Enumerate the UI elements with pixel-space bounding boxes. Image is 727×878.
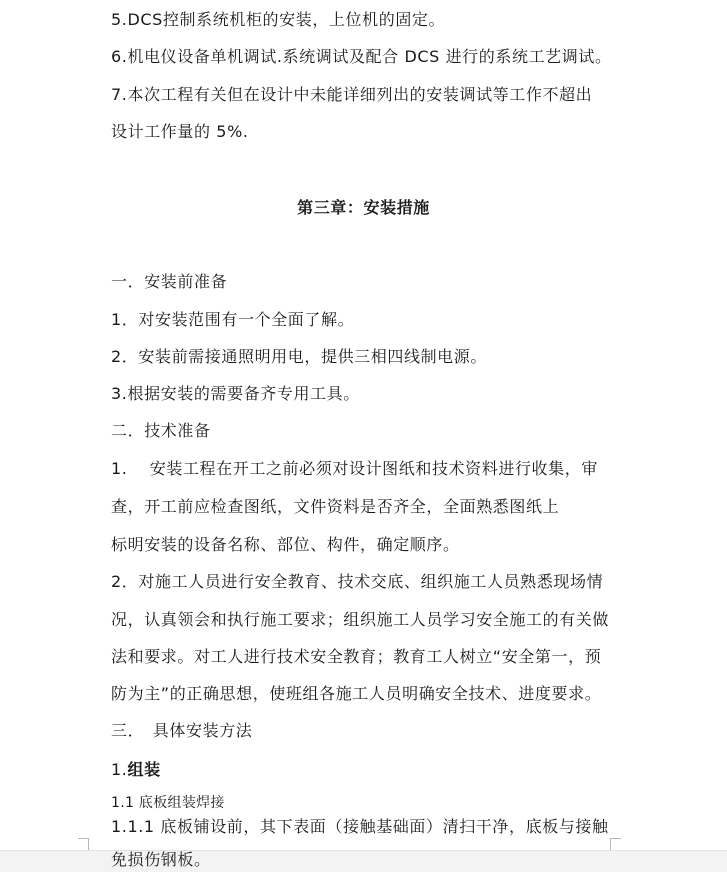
crop-mark-next-right — [610, 845, 611, 850]
paragraph-1-1-1-continued: 免损伤钢板。 — [111, 850, 211, 869]
tech-item-2-line-2: 况，认真领会和执行施工要求；组织施工人员学习安全施工的有关做 — [111, 610, 610, 629]
tech-item-1-line-2: 查，开工前应检查图纸，文件资料是否齐全，全面熟悉图纸上 — [111, 497, 560, 516]
prep-item-1: 1．对安装范围有一个全面了解。 — [111, 310, 355, 329]
list-item-6: 6.机电仪设备单机调试.系统调试及配合 DCS 进行的系统工艺调试。 — [111, 47, 612, 66]
subsection-number: 1. — [111, 760, 128, 779]
tech-item-2-line-4: 防为主”的正确思想，使班组各施工人员明确安全技术、进度要求。 — [111, 684, 602, 703]
crop-mark-right-horizontal — [610, 838, 621, 839]
page-break-gap — [0, 850, 727, 874]
prep-item-2: 2．安装前需接通照明用电，提供三相四线制电源。 — [111, 347, 487, 366]
tech-item-2-line-3: 法和要求。对工人进行技术安全教育；教育工人树立“安全第一，预 — [111, 647, 602, 666]
subsection-title: 组装 — [127, 760, 161, 779]
section-heading-3: 三． 具体安装方法 — [111, 721, 253, 740]
list-item-7: 7.本次工程有关但在设计中未能详细列出的安装调试等工作不超出 — [111, 85, 593, 104]
subsection-assembly — [111, 760, 161, 780]
section-heading-2: 二．技术准备 — [111, 421, 211, 440]
prep-item-3: 3.根据安装的需要备齐专用工具。 — [111, 384, 360, 403]
list-item-5: 5.DCS控制系统机柜的安装，上位机的固定。 — [111, 10, 446, 29]
tech-item-1-line-3: 标明安装的设备名称、部位、构件，确定顺序。 — [111, 535, 460, 554]
subsubsection-heading: 1.1 底板组装焊接 — [111, 795, 225, 811]
list-item-7-continued: 设计工作量的 5%. — [111, 122, 249, 141]
section-heading-1: 一．安装前准备 — [111, 272, 228, 291]
next-page-top — [0, 872, 727, 878]
crop-mark-left-horizontal — [78, 838, 89, 839]
paragraph-1-1-1: 1.1.1 底板铺设前，其下表面（接触基础面）清扫干净，底板与接触 — [111, 817, 609, 836]
tech-item-2: 2．对施工人员进行安全教育、技术交底、组织施工人员熟悉现场情 — [111, 572, 604, 591]
crop-mark-next-left — [88, 845, 89, 850]
tech-item-1: 1. 安装工程在开工之前必须对设计图纸和技术资料进行收集，审 — [111, 459, 598, 478]
chapter-title: 第三章：安装措施 — [297, 198, 430, 217]
